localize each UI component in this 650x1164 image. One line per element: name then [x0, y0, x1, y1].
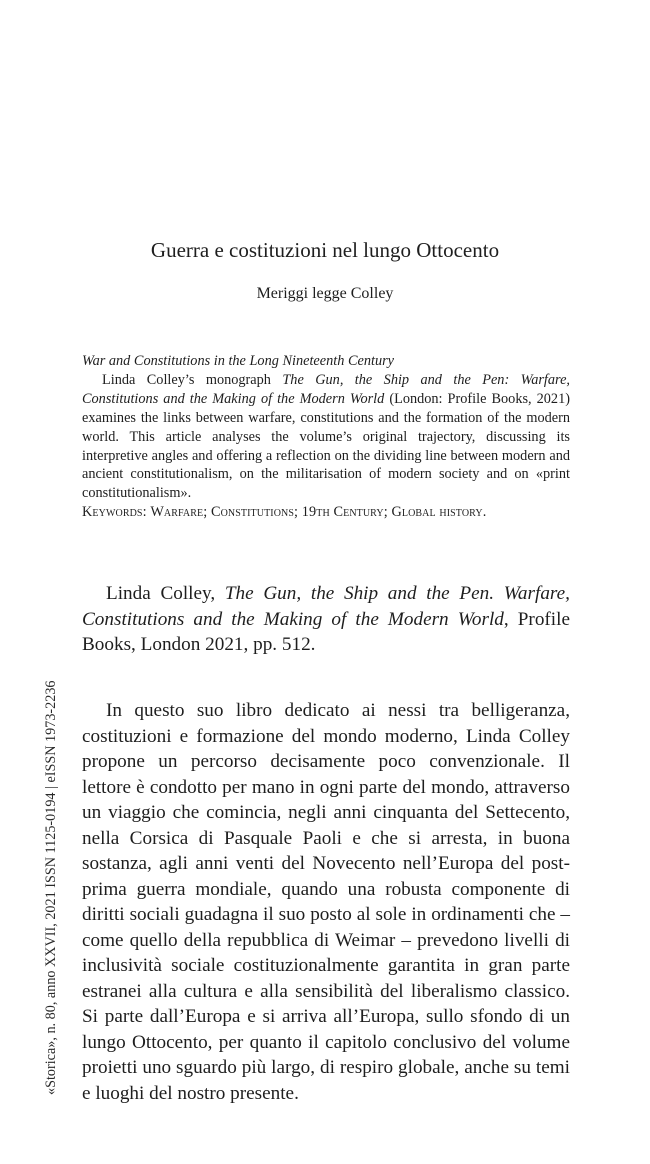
journal-citation: «Storica», n. 80, anno XXVII, 2021 ISSN 1125-0194 | eISSN 1973-2236 [43, 680, 59, 1095]
article-title: Guerra e costituzioni nel lungo Ottocento [150, 238, 500, 262]
abstract-title: War and Constitutions in the Long Nineteenth Century [82, 353, 395, 369]
keywords-line [82, 503, 570, 522]
abstract-book-title: The Gun, the Ship and the Pen: Warfare, Constitutions and the Making of the Modern World [82, 371, 570, 407]
keywords-list: Warfare; Constitutions; 19th Century; Global history. [150, 504, 487, 521]
book-author: Linda Colley, [106, 583, 225, 604]
book-reference [82, 581, 570, 658]
abstract-body-lead: Linda Colley’s monograph [102, 371, 283, 388]
abstract-block [82, 352, 570, 522]
abstract-body [82, 371, 570, 503]
body-paragraph: In questo suo libro dedicato ai nessi tra belligeranza, costituzioni e formazione del mondo moderno, Linda Colley propone un percorso decisamente poco convenzionale. Il lettore è condotto per mano in ogni parte del mondo, attraverso un viaggio che comincia, negli anni cinquanta del Settecento, nella Corsica di Pasquale Paoli e che si arresta, in buona sostanza, agli anni venti del Novecento nell’Europa del post-prima guerra mondiale, quando una robusta componente di diritti sociali guadagna il suo posto al sole in ordinamenti che – come quello della repubblica di Weimar – prevedono livelli di inclusività sociale costituzionalmente garantita in gran parte estranei alla cultura e alla sensibilità del liberalismo classico. Si parte dall’Europa e si arriva all’Europa, sullo sfondo di un lungo Ottocento, per quanto il capitolo conclusivo del volume proietti uno sguardo più largo, di respiro globale, anche su temi e luoghi del nostro presente. [82, 700, 570, 1104]
keywords-label: Keywords: [82, 504, 147, 521]
abstract-body-rest: (London: Profile Books, 2021) examines the links between warfare, constitutions and the formation of the modern world. This article analyses the volume’s original trajectory, discussing its interpretive angles and offering a reflection on the dividing line between modern and ancient constitutionalism, on the militarisation of modern society and on «print constitutionalism». [82, 390, 570, 502]
article-subtitle: Meriggi legge Colley [256, 285, 394, 302]
book-title: The Gun, the Ship and the Pen. Warfare, Constitutions and the Making of the Modern World [82, 583, 570, 630]
book-publication: , Profile Books, London 2021, pp. 512. [82, 608, 570, 655]
